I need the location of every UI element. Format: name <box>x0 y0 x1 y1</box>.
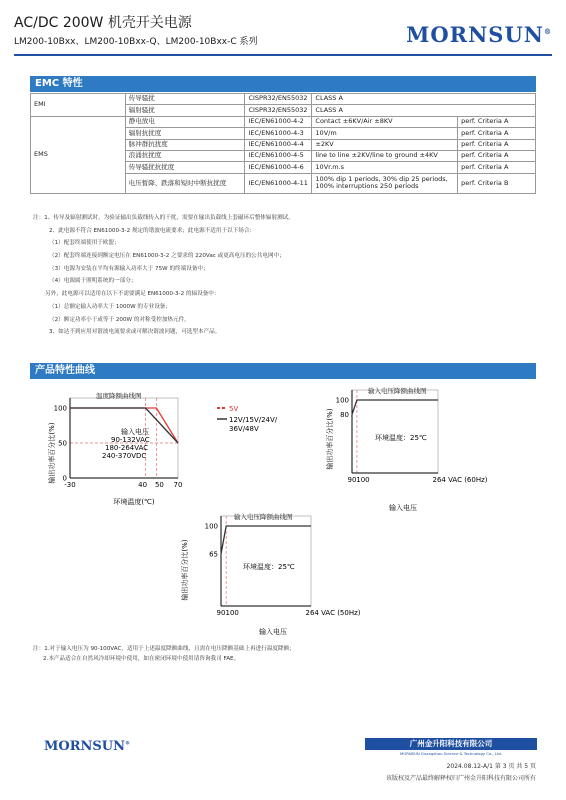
chart-annotation: 输入电压 <box>121 428 149 436</box>
plot-frame <box>221 516 311 606</box>
ems-group-label: EMS <box>31 116 126 193</box>
x-tick-label: 90 <box>216 609 226 617</box>
table-row: 辐射骚扰 CISPR32/EN55032 CLASS A <box>31 105 536 116</box>
footer-logo: MORNSUN® <box>44 739 131 754</box>
legend-label: 36V/48V <box>229 425 259 433</box>
x-tick-label: 100 <box>225 609 239 617</box>
y-axis-label: 输出功率百分比(%) <box>326 408 334 470</box>
legend-label: 12V/15V/24V/ <box>229 416 278 424</box>
y-tick-label: 0 <box>62 474 67 483</box>
series-subtitle: LM200-10Bxx、LM200-10Bxx-Q、LM200-10Bxx-C 系列 <box>14 37 258 47</box>
header-divider <box>14 54 552 56</box>
table-row: EMI 传导骚扰 CISPR32/EN55032 CLASS A <box>31 94 536 105</box>
chart-annotation: 环境温度：25℃ <box>243 563 295 571</box>
footer-company-en: MORNSUN Guangzhou Science & Technology Co., Ltd. <box>399 751 503 756</box>
chart-annotation: 240-370VDC <box>102 452 147 460</box>
y-tick-label: 100 <box>53 404 67 413</box>
chart-title: 输入电压降额曲线图 <box>234 513 293 521</box>
emc-notes: 注：1、传导及辐射测试时，为验证输出负载线传入的干扰，需要在输出负载线上套磁环后整体辐射测试。 2、此电源不符合 EN61000-3-2 规定的谐波电流要求；此电源不适用于以下场合： （1）配套终端使用于欧盟； （2）配套终端连接到额定电压在 EN61000-3-2 之要求的 220Vac 或更高电压的公共电网中； （3）电源为安装在平均有源输入功率大于 75W 的终端设备中； （4）电源属于照明系统的一部分； 另外，此电源可以适用在以下不需要满足 EN61000-3-2 的辐设备中： （1）总额定输入功率大于 1000W 的专业设备； （2）额定功率小于或等于 200W 的对称受控加热元件。 3、如达不到应用对谐波电流要求或可解决谐波问题，可选型本产品。 <box>33 215 294 336</box>
curves-section-heading: 产品特性曲线 <box>30 363 536 379</box>
y-tick-label: 100 <box>335 396 349 405</box>
x-tick-label: 264 VAC (60Hz) <box>432 476 488 484</box>
page-title: AC/DC 200W 机壳开关电源 <box>14 15 192 31</box>
x-axis-label: 环境温度(℃) <box>113 498 155 506</box>
emi-group-label: EMI <box>31 94 126 117</box>
series-line <box>352 400 438 415</box>
y-axis-label: 输出功率百分比(%) <box>48 422 56 484</box>
y-tick-label: 100 <box>204 522 218 531</box>
x-axis-label: 输入电压 <box>389 504 417 511</box>
chart-annotation: 180-264VAC <box>105 444 149 452</box>
temperature-derating-chart <box>30 383 280 511</box>
chart-annotation: 90-132VAC <box>111 436 150 444</box>
footer-company-cn: 广州金升阳科技有限公司 <box>365 738 537 750</box>
y-tick-label: 80 <box>340 411 349 420</box>
input-voltage-derating-chart-50hz <box>177 507 387 637</box>
x-tick-label: 264 VAC (50Hz) <box>305 609 361 617</box>
curve-notes: 注：1.对于输入电压为 90-100VAC，适用于上述温度降额曲线，且需在电压降额基础上再进行温度降额； 2.本产品适合在自然风冷却环境中使用，如在密闭环境中使用请咨询我司 FAE。 <box>33 646 295 662</box>
table-row: 辐射抗扰度 IEC/EN61000-4-3 10V/m perf. Criteria A <box>31 128 536 139</box>
plot-frame <box>352 390 438 473</box>
copyright: 该版权及产品最终解释权归广州金升阳科技有限公司所有 <box>385 775 536 782</box>
legend-label: 5V <box>229 405 239 413</box>
chart-title: 输入电压降额曲线图 <box>368 387 427 395</box>
emc-table <box>30 93 536 194</box>
emc-section-heading: EMC 特性 <box>30 76 536 92</box>
y-tick-label: 50 <box>58 439 67 448</box>
table-row: EMS 静电放电 IEC/EN61000-4-2 Contact ±6KV/Air ±8KV perf. Criteria A <box>31 116 536 127</box>
x-tick-label: 100 <box>356 476 370 484</box>
table-row: 电压暂降、跌落和短时中断抗扰度 IEC/EN61000-4-11 100% dip 1 periods, 30% dip 25 periods, 100% interruptions 250 periods perf. Criteria B <box>31 173 536 193</box>
x-tick-label: 90 <box>347 476 357 484</box>
y-tick-label: 65 <box>209 550 218 559</box>
series-line <box>221 526 311 554</box>
x-tick-label: 50 <box>154 481 164 489</box>
x-tick-label: 70 <box>173 481 183 489</box>
chart-title: 温度降额曲线图 <box>96 392 142 400</box>
table-row: 传导骚扰抗扰度 IEC/EN61000-4-6 10Vr.m.s perf. Criteria A <box>31 162 536 173</box>
page-number: 2024.08.12-A/1 第 3 页 共 5 页 <box>446 763 536 770</box>
chart-annotation: 环境温度：25℃ <box>375 434 427 442</box>
table-row: 脉冲群抗扰度 IEC/EN61000-4-4 ±2KV perf. Criteria A <box>31 139 536 150</box>
y-axis-label: 输出功率百分比(%) <box>181 539 189 601</box>
x-axis-label: 输入电压 <box>259 628 287 636</box>
mornsun-logo: MORNSUN® <box>406 22 552 47</box>
x-tick-label: -30 <box>64 481 76 489</box>
x-tick-label: 40 <box>138 481 148 489</box>
table-row: 浪涌抗扰度 IEC/EN61000-4-5 line to line ±2KV/line to ground ±4KV perf. Criteria A <box>31 150 536 161</box>
input-voltage-derating-chart-60hz <box>318 383 536 511</box>
